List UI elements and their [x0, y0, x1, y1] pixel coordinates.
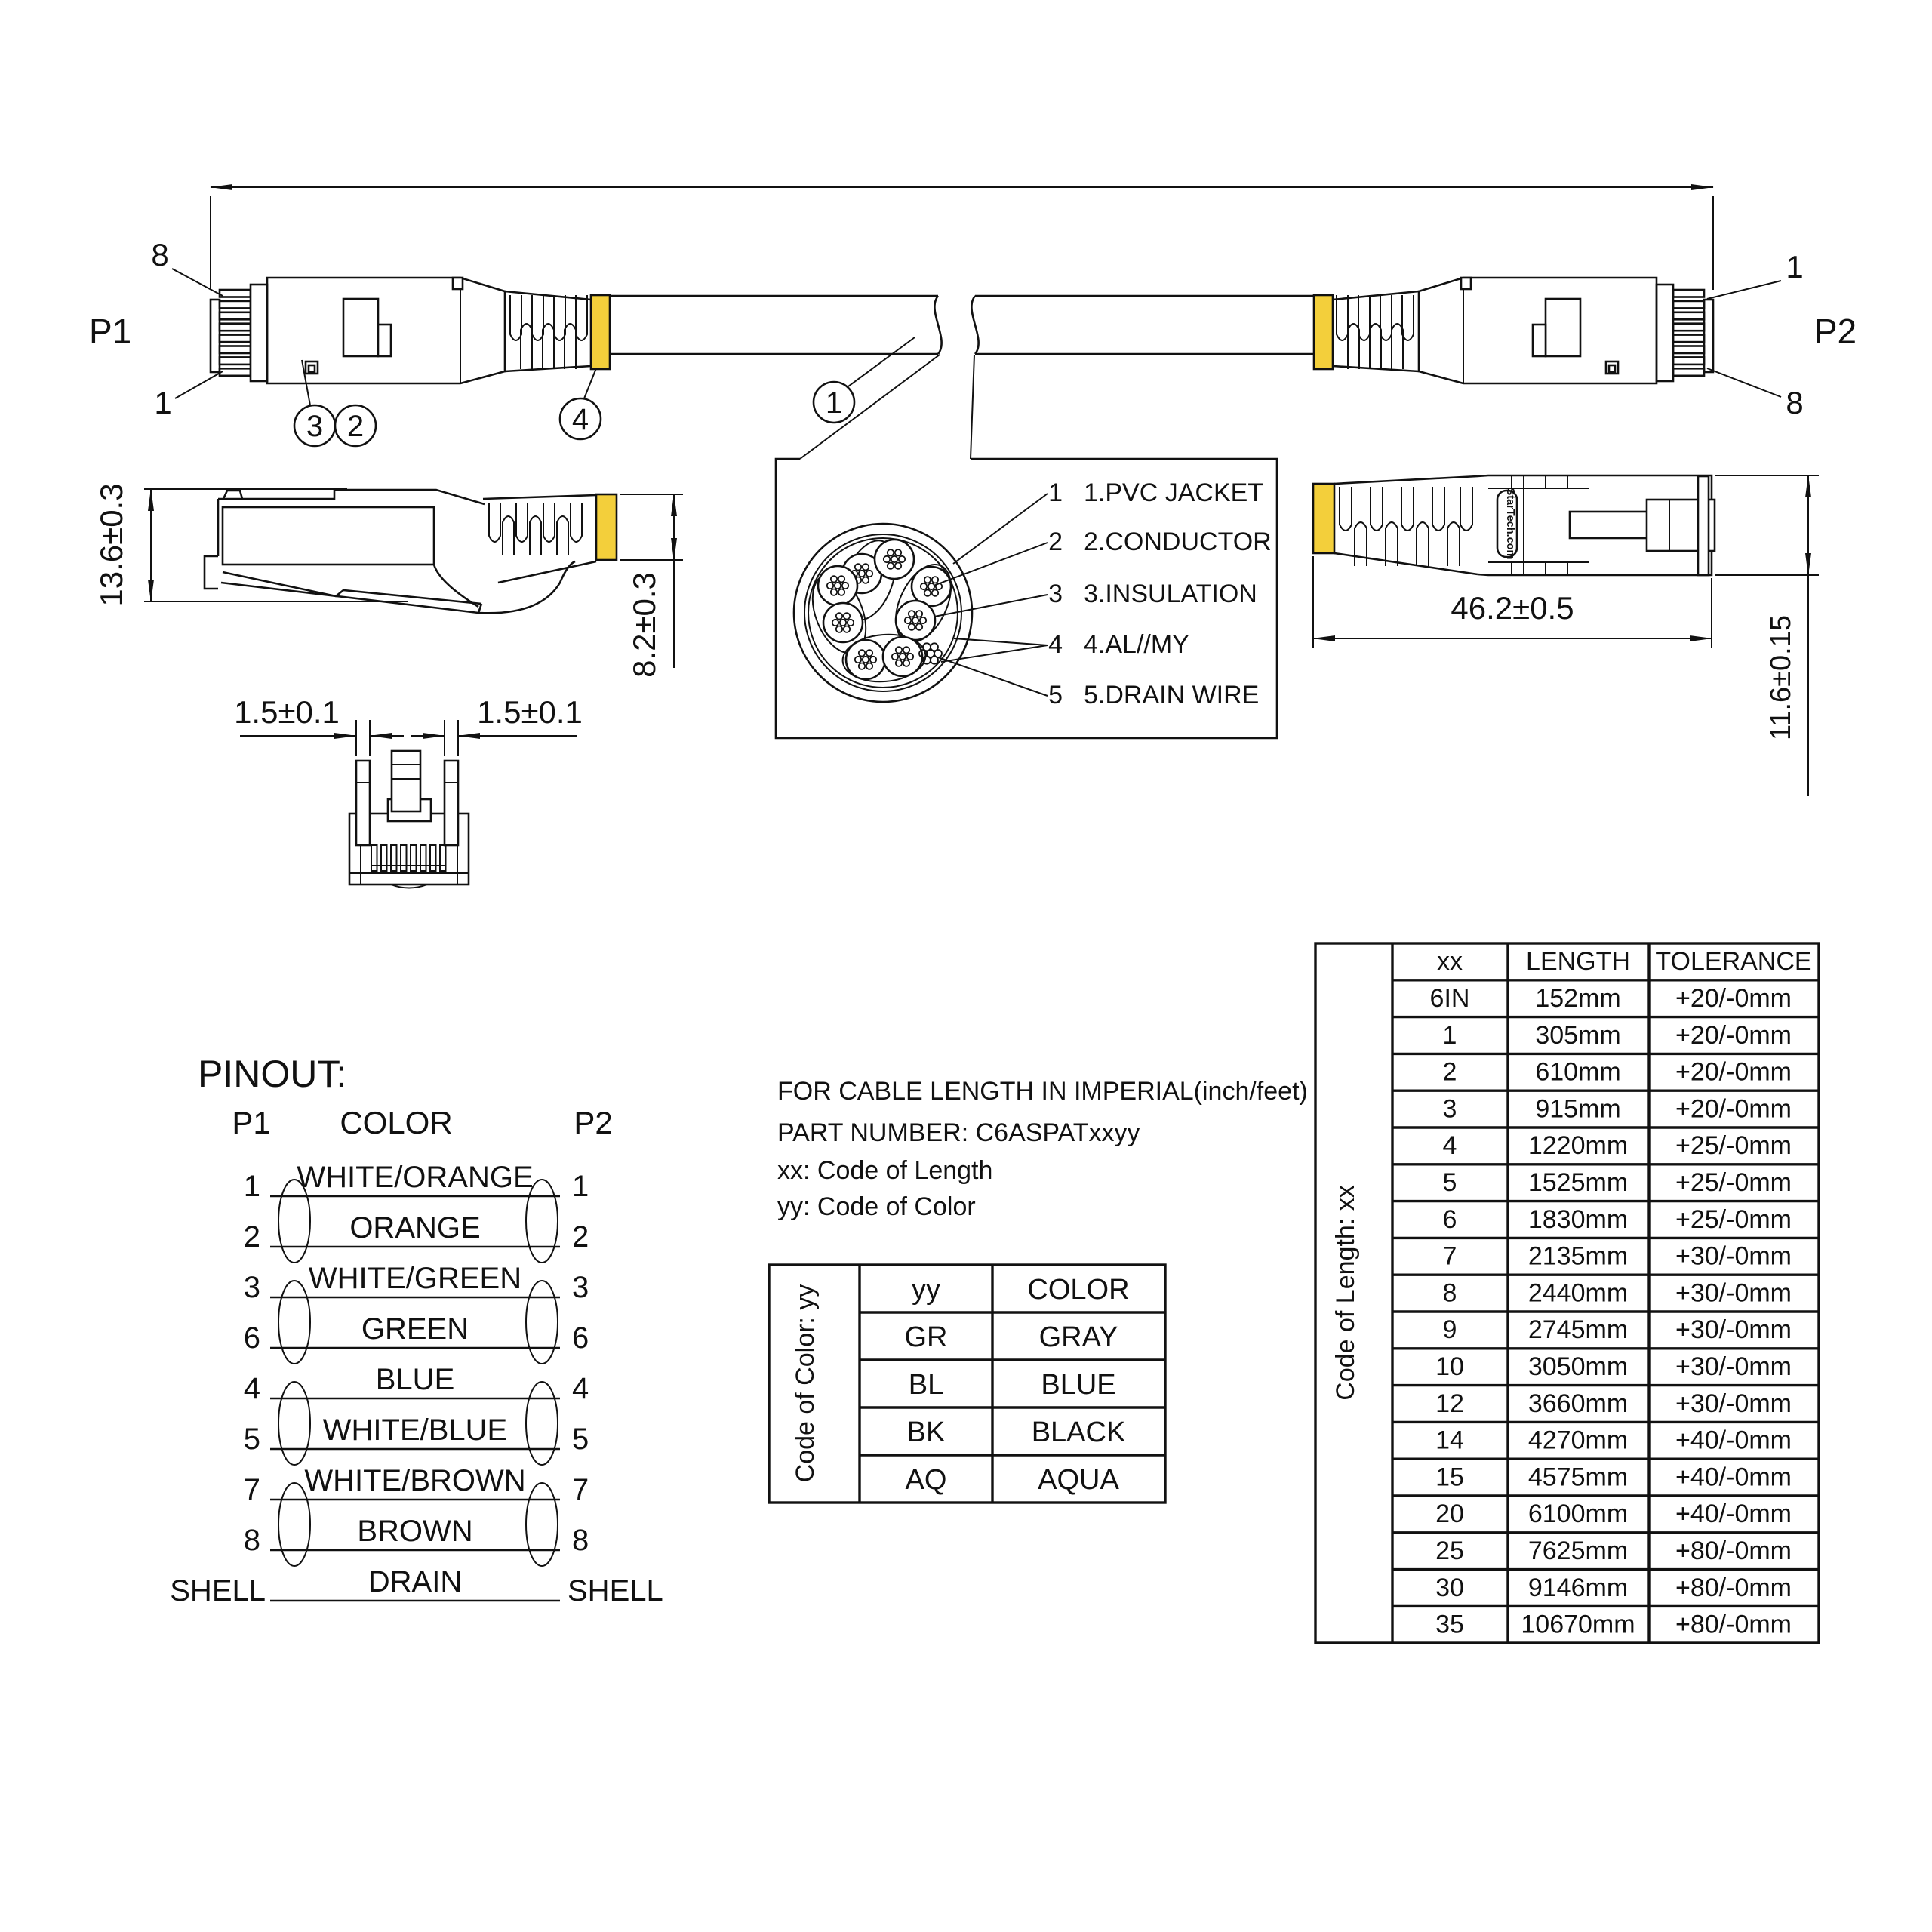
- svg-text:5: 5: [243, 1423, 260, 1456]
- boot-height-dimension-group: [620, 494, 683, 678]
- svg-text:152mm: 152mm: [1535, 984, 1621, 1013]
- boot-height-dimension: 8.2±0.3: [626, 572, 662, 678]
- legend-num-4: 4: [1048, 630, 1063, 659]
- p2-pin8-callout: 8: [1786, 385, 1804, 420]
- svg-text:COLOR: COLOR: [1027, 1274, 1130, 1306]
- svg-text:TOLERANCE: TOLERANCE: [1655, 947, 1812, 976]
- svg-text:305mm: 305mm: [1535, 1020, 1621, 1050]
- svg-text:+80/-0mm: +80/-0mm: [1675, 1610, 1792, 1639]
- svg-text:ORANGE: ORANGE: [349, 1211, 481, 1244]
- pinout-section: [170, 1053, 663, 1607]
- svg-text:1220mm: 1220mm: [1527, 1131, 1629, 1161]
- svg-text:2: 2: [1442, 1057, 1457, 1087]
- svg-text:BLUE: BLUE: [375, 1363, 455, 1396]
- svg-text:35: 35: [1435, 1610, 1464, 1639]
- pinout-header-p2: P2: [574, 1105, 613, 1140]
- p1-pin8-callout: 8: [151, 237, 169, 272]
- p1-pin1-callout: 1: [154, 385, 172, 420]
- svg-text:SHELL: SHELL: [170, 1574, 266, 1607]
- svg-text:+20/-0mm: +20/-0mm: [1675, 1094, 1792, 1124]
- svg-text:2: 2: [243, 1220, 260, 1254]
- svg-text:+30/-0mm: +30/-0mm: [1675, 1278, 1792, 1308]
- circled-callout-cable: [814, 337, 915, 423]
- gap-dimension-left: 1.5±0.1: [234, 694, 340, 730]
- svg-text:3050mm: 3050mm: [1527, 1352, 1629, 1381]
- length-table-side-label: Code of Length: xx: [1331, 1185, 1360, 1401]
- svg-text:8: 8: [1442, 1278, 1457, 1308]
- svg-text:4270mm: 4270mm: [1527, 1426, 1629, 1455]
- gap-dimension-right: 1.5±0.1: [477, 694, 583, 730]
- circled-callout-body: [335, 405, 376, 446]
- svg-text:2745mm: 2745mm: [1527, 1315, 1629, 1345]
- note-xx: xx: Code of Length: [777, 1156, 993, 1185]
- part-number-notes: [777, 1077, 1308, 1221]
- svg-text:+20/-0mm: +20/-0mm: [1675, 984, 1792, 1013]
- svg-text:GREEN: GREEN: [361, 1312, 469, 1346]
- svg-text:BLACK: BLACK: [1031, 1417, 1126, 1448]
- svg-text:3: 3: [306, 410, 324, 443]
- height-dimension: 13.6±0.3: [94, 483, 129, 607]
- circled-callout-band: [560, 368, 601, 439]
- svg-text:9146mm: 9146mm: [1527, 1573, 1629, 1602]
- p1-connector-drawing: [211, 278, 610, 383]
- svg-text:7: 7: [572, 1473, 589, 1506]
- pinout-title: PINOUT:: [198, 1053, 347, 1095]
- top-view-drawing: [1313, 475, 1819, 796]
- svg-text:12: 12: [1435, 1389, 1464, 1418]
- note-part-number: PART NUMBER: C6ASPATxxyy: [777, 1118, 1140, 1147]
- svg-text:5: 5: [1442, 1168, 1457, 1197]
- p2-pin1-callout: 1: [1786, 249, 1804, 285]
- svg-text:1: 1: [1442, 1020, 1457, 1050]
- svg-text:BLUE: BLUE: [1041, 1369, 1116, 1401]
- svg-text:+20/-0mm: +20/-0mm: [1675, 1057, 1792, 1087]
- svg-text:4575mm: 4575mm: [1527, 1463, 1629, 1492]
- svg-text:6: 6: [243, 1321, 260, 1355]
- svg-text:BK: BK: [906, 1417, 946, 1448]
- svg-text:yy: yy: [912, 1274, 940, 1306]
- svg-text:+40/-0mm: +40/-0mm: [1675, 1463, 1792, 1492]
- svg-text:2440mm: 2440mm: [1527, 1278, 1629, 1308]
- side-view-drawing: [94, 483, 683, 678]
- svg-text:1: 1: [825, 386, 843, 420]
- svg-text:9: 9: [1442, 1315, 1457, 1345]
- front-view-drawing: [234, 694, 583, 888]
- svg-text:GRAY: GRAY: [1038, 1321, 1118, 1353]
- svg-text:610mm: 610mm: [1535, 1057, 1621, 1087]
- svg-text:+30/-0mm: +30/-0mm: [1675, 1241, 1792, 1271]
- svg-text:4: 4: [1442, 1131, 1457, 1161]
- pinout-pin-numbers-left: [170, 1170, 266, 1607]
- svg-text:8: 8: [572, 1524, 589, 1557]
- svg-text:+80/-0mm: +80/-0mm: [1675, 1573, 1792, 1602]
- width-dimension: 11.6±0.15: [1765, 615, 1797, 740]
- svg-text:6IN: 6IN: [1429, 984, 1470, 1013]
- p2-label: P2: [1814, 312, 1857, 351]
- color-code-table: [769, 1265, 1165, 1503]
- svg-text:2: 2: [572, 1220, 589, 1254]
- note-yy: yy: Code of Color: [777, 1192, 976, 1221]
- note-imperial: FOR CABLE LENGTH IN IMPERIAL(inch/feet): [777, 1077, 1308, 1106]
- cable-drawing: [610, 296, 1314, 354]
- svg-text:6: 6: [1442, 1204, 1457, 1234]
- length-dimension: 46.2±0.5: [1451, 590, 1574, 626]
- svg-text:BROWN: BROWN: [357, 1515, 473, 1548]
- svg-text:1: 1: [572, 1170, 589, 1203]
- svg-text:WHITE/GREEN: WHITE/GREEN: [308, 1262, 522, 1295]
- svg-text:7: 7: [1442, 1241, 1457, 1271]
- svg-text:+80/-0mm: +80/-0mm: [1675, 1537, 1792, 1565]
- svg-text:4: 4: [571, 403, 589, 436]
- svg-text:+25/-0mm: +25/-0mm: [1675, 1131, 1792, 1161]
- svg-text:xx: xx: [1437, 947, 1463, 976]
- svg-text:BL: BL: [908, 1369, 944, 1401]
- legend-label-drain-wire: 5.DRAIN WIRE: [1084, 681, 1260, 709]
- legend-num-5: 5: [1048, 681, 1063, 709]
- svg-text:3: 3: [1442, 1094, 1457, 1124]
- svg-text:4: 4: [572, 1372, 589, 1405]
- svg-text:10: 10: [1435, 1352, 1464, 1381]
- pinout-header-color: COLOR: [340, 1105, 453, 1140]
- svg-text:3: 3: [572, 1271, 589, 1304]
- svg-text:20: 20: [1435, 1500, 1464, 1529]
- svg-text:AQUA: AQUA: [1038, 1464, 1119, 1496]
- svg-text:+20/-0mm: +20/-0mm: [1675, 1020, 1792, 1050]
- svg-text:LENGTH: LENGTH: [1526, 947, 1630, 976]
- svg-text:3660mm: 3660mm: [1527, 1389, 1629, 1418]
- pinout-pin-numbers-right: [568, 1170, 663, 1607]
- svg-text:5: 5: [572, 1423, 589, 1456]
- legend-label-almy: 4.AL//MY: [1084, 630, 1189, 659]
- svg-text:8: 8: [243, 1524, 260, 1557]
- legend-num-2: 2: [1048, 528, 1063, 556]
- svg-text:30: 30: [1435, 1573, 1464, 1602]
- svg-text:GR: GR: [904, 1321, 948, 1353]
- svg-text:14: 14: [1435, 1426, 1464, 1455]
- p2-connector-drawing: [1314, 278, 1713, 383]
- svg-text:7: 7: [243, 1473, 260, 1506]
- legend-label-pvc-jacket: 1.PVC JACKET: [1084, 478, 1264, 507]
- svg-text:+25/-0mm: +25/-0mm: [1675, 1168, 1792, 1197]
- cross-section-legend: [934, 478, 1272, 709]
- svg-text:2135mm: 2135mm: [1527, 1241, 1629, 1271]
- legend-num-3: 3: [1048, 580, 1063, 608]
- svg-text:15: 15: [1435, 1463, 1464, 1492]
- svg-text:25: 25: [1435, 1537, 1464, 1565]
- svg-text:WHITE/ORANGE: WHITE/ORANGE: [297, 1161, 534, 1194]
- svg-text:7625mm: 7625mm: [1527, 1537, 1629, 1565]
- length-code-table: [1315, 943, 1819, 1643]
- svg-text:+40/-0mm: +40/-0mm: [1675, 1500, 1792, 1529]
- svg-text:+30/-0mm: +30/-0mm: [1675, 1389, 1792, 1418]
- legend-num-1: 1: [1048, 478, 1063, 507]
- legend-label-insulation: 3.INSULATION: [1084, 580, 1257, 608]
- width-dimension-group: [1715, 475, 1819, 796]
- svg-text:4: 4: [243, 1372, 260, 1405]
- svg-text:+40/-0mm: +40/-0mm: [1675, 1426, 1792, 1455]
- svg-text:1830mm: 1830mm: [1527, 1204, 1629, 1234]
- assembly-overall-dimension: [211, 187, 1713, 290]
- svg-text:6: 6: [572, 1321, 589, 1355]
- svg-text:+30/-0mm: +30/-0mm: [1675, 1352, 1792, 1381]
- pinout-color-names: [297, 1161, 533, 1598]
- startech-logo: StarTech.com: [1504, 488, 1516, 560]
- svg-text:+30/-0mm: +30/-0mm: [1675, 1315, 1792, 1345]
- svg-text:AQ: AQ: [905, 1464, 947, 1496]
- svg-text:WHITE/BROWN: WHITE/BROWN: [304, 1464, 526, 1497]
- svg-text:+25/-0mm: +25/-0mm: [1675, 1204, 1792, 1234]
- svg-text:915mm: 915mm: [1535, 1094, 1621, 1124]
- legend-label-conductor: 2.CONDUCTOR: [1084, 528, 1272, 556]
- svg-text:6100mm: 6100mm: [1527, 1500, 1629, 1529]
- pinout-header-p1: P1: [232, 1105, 271, 1140]
- svg-text:1: 1: [243, 1170, 260, 1203]
- svg-text:10670mm: 10670mm: [1521, 1610, 1635, 1639]
- svg-text:SHELL: SHELL: [568, 1574, 663, 1607]
- svg-text:WHITE/BLUE: WHITE/BLUE: [322, 1414, 508, 1447]
- svg-text:3: 3: [243, 1271, 260, 1304]
- svg-text:1525mm: 1525mm: [1527, 1168, 1629, 1197]
- svg-text:DRAIN: DRAIN: [368, 1565, 463, 1598]
- svg-text:2: 2: [346, 410, 365, 443]
- p1-label: P1: [89, 312, 132, 351]
- color-table-side-label: Code of Color: yy: [791, 1284, 820, 1483]
